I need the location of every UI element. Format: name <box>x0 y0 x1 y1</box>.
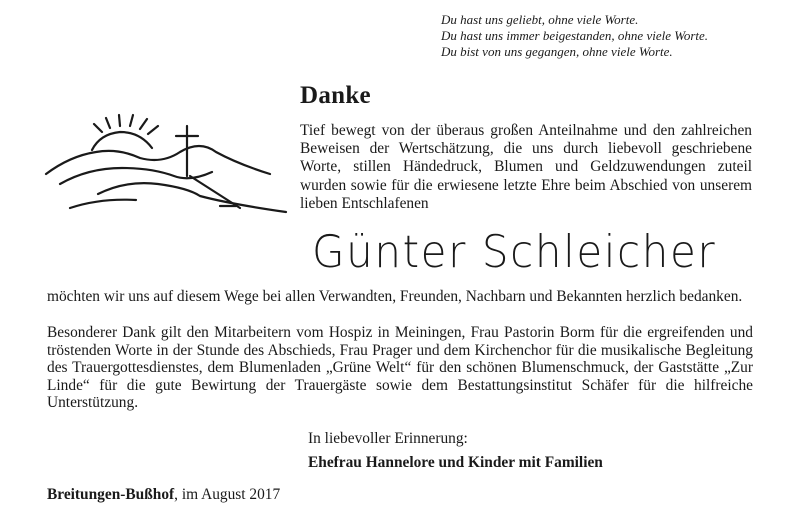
poem-line: Du bist von uns gegangen, ohne viele Worte. <box>441 44 673 59</box>
place-date <box>47 486 280 504</box>
heading: Danke <box>300 82 371 109</box>
closing-family: Ehefrau Hannelore und Kinder mit Familien <box>308 454 603 471</box>
intro-paragraph: Tief bewegt von der überaus großen Anteilnahme und den zahlreichen Beweisen der Wertschätzung, die uns durch liebevoll geschriebene Worte, stillen Händedruck, Blumen und Geldzuwendungen zuteil wurden sowie für die erwiesene letzte Ehre beim Abschied von unserem lieben Entschlafenen <box>300 122 752 212</box>
thanks-paragraph: möchten wir uns auf diesem Wege bei allen Verwandten, Freunden, Nachbarn und Bekannten herzlich bedanken. <box>47 288 743 305</box>
poem-line: Du hast uns immer beigestanden, ohne viele Worte. <box>441 28 709 43</box>
date: , im August 2017 <box>174 486 281 503</box>
poem <box>441 12 781 60</box>
poem-line: Du hast uns geliebt, ohne viele Worte. <box>441 12 639 27</box>
hills-sunrise-cross-icon <box>40 112 292 222</box>
place: Breitungen-Bußhof <box>47 486 175 503</box>
closing-memory: In liebevoller Erinnerung: <box>308 430 468 447</box>
deceased-name: Günter Schleicher <box>312 226 717 278</box>
special-thanks-paragraph: Besonderer Dank gilt den Mitarbeitern vom Hospiz in Meiningen, Frau Pastorin Borm für die ergreifenden und tröstenden Worte in der Stunde des Abschieds, Frau Prager und dem Kirchenchor für die musikalische Begleitung des Trauergottesdienstes, dem Blumenladen „Grüne Welt“ für den schönen Blumenschmuck, der Gaststätte „Zur Linde“ für die gute Bewirtung der Trauergäste sowie dem Bestattungsinstitut Schäfer für die hilfreiche Unterstützung. <box>47 324 753 411</box>
